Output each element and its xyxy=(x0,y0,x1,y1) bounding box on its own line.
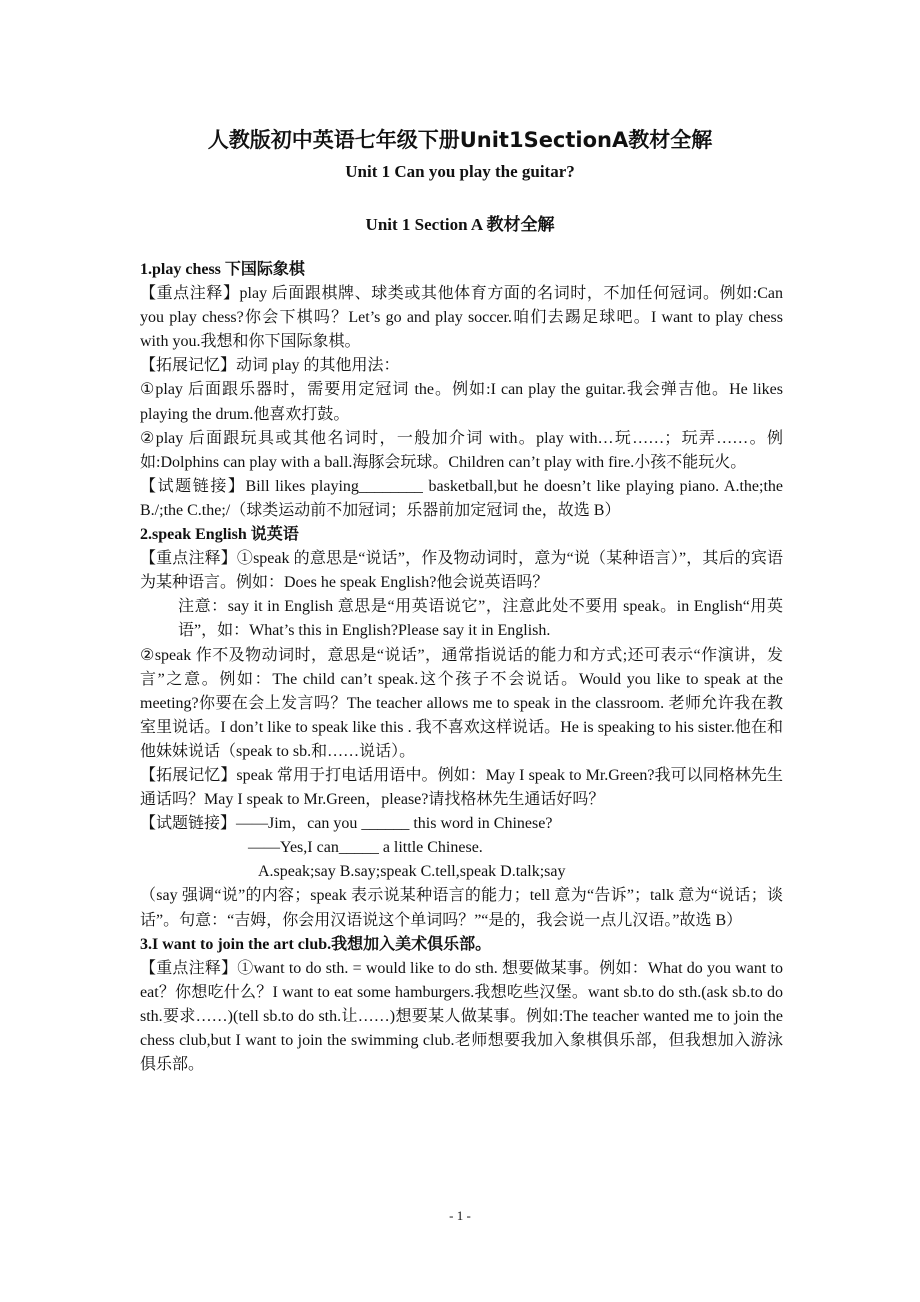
section-heading: 1.play chess 下国际象棋 xyxy=(140,261,305,278)
paragraph: ①play 后面跟乐器时，需要用定冠词 the。例如:I can play the guitar.我会弹吉他。He likes playing the drum.他喜欢打鼓。 xyxy=(140,381,783,423)
paragraph: A.speak;say B.say;speak C.tell,speak D.talk;say xyxy=(258,863,566,881)
paragraph: 【重点注释】play 后面跟棋牌、球类或其他体育方面的名词时，不加任何冠词。例如:Can you play chess?你会下棋吗？Let’s go and play soccer.咱们去踢足球吧。I want to play chess with you.我想和你下国际象棋。 xyxy=(140,285,783,351)
paragraph: 【拓展记忆】动词 play 的其他用法： xyxy=(140,357,400,375)
paragraph: ②speak 作不及物动词时，意思是“说话”，通常指说话的能力和方式;还可表示“作演讲，发言”之意。例如：The child can’t speak.这个孩子不会说话。Would you like to speak at the meeting?你要在会上发言吗？The teacher allows me to speak in the classroom. 老师允许我在教室里说话。I don’t like to speak like this . 我不喜欢这样说话。He is speaking to his sister.他在和他妹妹说话（speak to sb.和……说话）。 xyxy=(140,646,783,760)
paragraph: 【试题链接】——Jim，can you ______ this word in Chinese? xyxy=(140,815,553,833)
paragraph: 注意：say it in English 意思是“用英语说它”，注意此处不要用 speak。in English“用英语”，如：What’s this in English?Please say it in English. xyxy=(178,598,783,640)
unit-subtitle: Unit 1 Can you play the guitar? xyxy=(345,162,575,181)
page-number: - 1 - xyxy=(449,1208,471,1223)
paragraph: 【试题链接】Bill likes playing________ basketball,but he doesn’t like playing piano. A.the;the B./;the C.the;/（球类运动前不加冠词；乐器前加定冠词 the，故选 B） xyxy=(140,477,783,519)
paragraph: （say 强调“说”的内容；speak 表示说某种语言的能力；tell 意为“告诉”；talk 意为“说话；谈话”。句意：“吉姆，你会用汉语说这个单词吗？”“是的，我会说一点儿汉语。”故选 B） xyxy=(140,887,783,929)
paragraph: 【拓展记忆】speak 常用于打电话用语中。例如：May I speak to Mr.Green?我可以同格林先生通话吗？May I speak to Mr.Green，please?请找格林先生通话好吗？ xyxy=(140,766,783,809)
document-body xyxy=(140,258,783,1077)
section-subtitle: Unit 1 Section A 教材全解 xyxy=(365,215,555,234)
section-heading: 2.speak English 说英语 xyxy=(140,526,299,544)
paragraph: 【重点注释】①speak 的意思是“说话”，作及物动词时，意为“说（某种语言）”，其后的宾语为某种语言。例如：Does he speak English?他会说英语吗？ xyxy=(140,550,783,592)
paragraph: ②play 后面跟玩具或其他名词时，一般加介词 with。play with…玩……；玩弄……。例如:Dolphins can play with a ball.海豚会玩球。Children can’t play with fire.小孩不能玩火。 xyxy=(140,429,783,471)
paragraph: 【重点注释】①want to do sth. = would like to do sth. 想要做某事。例如：What do you want to eat？你想吃什么？I want to eat some hamburgers.我想吃些汉堡。want sb.to do sth.(ask sb.to do sth.要求……)(tell sb.to do sth.让……)想要某人做某事。例如:The teacher wanted me to join the chess club,but I want to join the swimming club.老师想要我加入象棋俱乐部，但我想加入游泳俱乐部。 xyxy=(140,959,783,1074)
document-title: 人教版初中英语七年级下册Unit1SectionA教材全解 xyxy=(207,128,713,152)
paragraph: ——Yes,I can_____ a little Chinese. xyxy=(248,839,483,857)
section-heading: 3.I want to join the art club.我想加入美术俱乐部。 xyxy=(140,935,492,953)
